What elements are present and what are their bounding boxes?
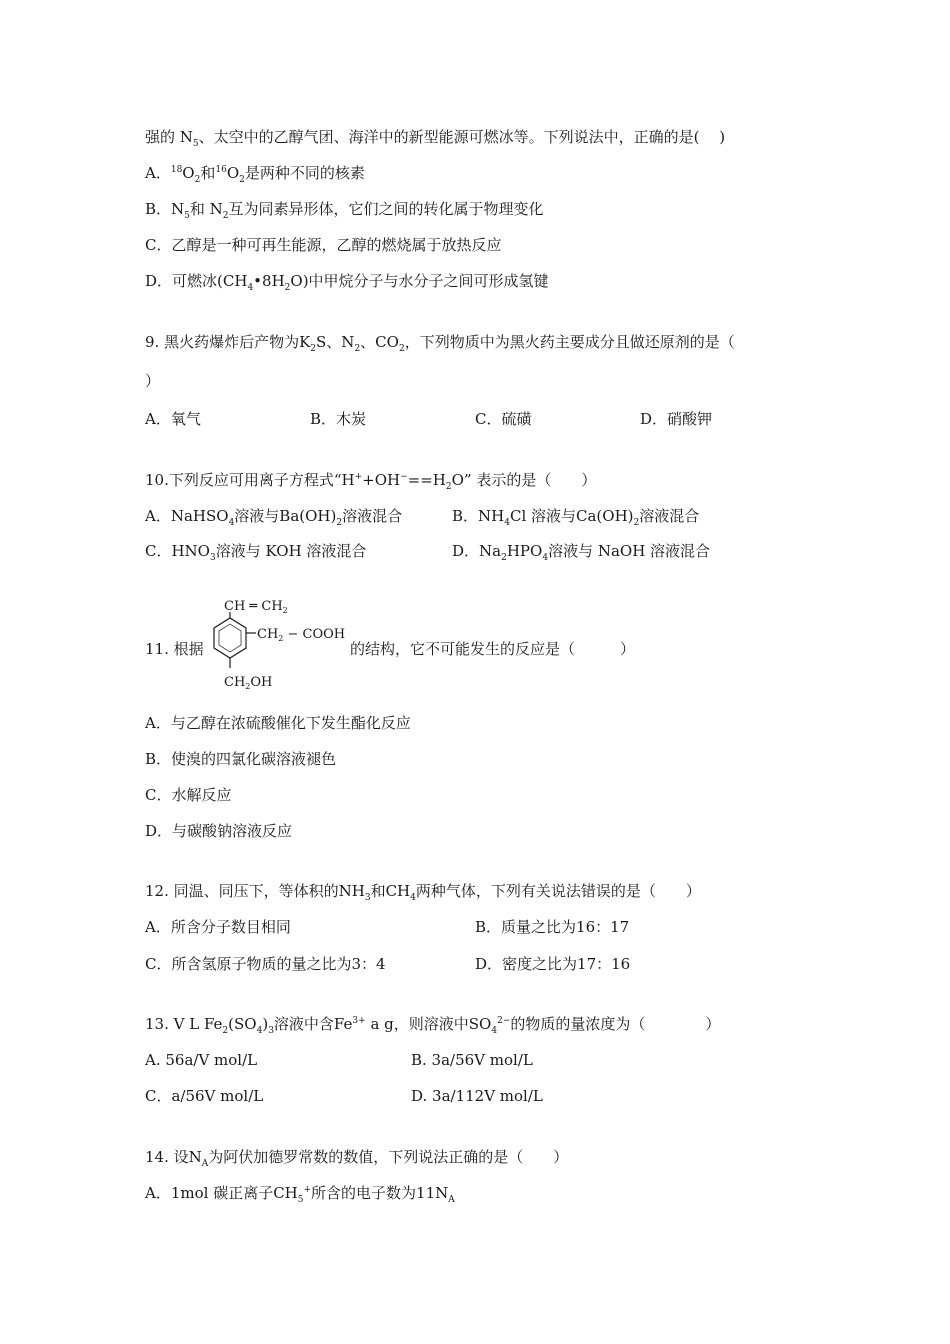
- q8-stem: 强的 $N_5$、太空中的乙醇气团、海洋中的新型能源可燃冰等。下列说法中，正确的是( ): [145, 128, 726, 149]
- q9-option-a: A．氧气: [145, 410, 201, 428]
- q8-option-a: A．$^{18}O_2$和$^{16}O_2$是两种不同的核素: [145, 164, 365, 185]
- q13-option-a: A. 56a/V mol/L: [145, 1051, 258, 1069]
- benzene-inner-ring: [219, 624, 241, 652]
- q12-stem: 12. 同温、同压下，等体积的$NH_3$和$CH_4$两种气体，下列有关说法错误的是（ ）: [145, 882, 701, 903]
- q9-option-b: B．木炭: [310, 410, 367, 428]
- q9-option-c: C．硫磺: [475, 410, 532, 428]
- q9-stem-continued: ）: [145, 372, 161, 390]
- q9-stem: 9. 黑火药爆炸后产物为$K_2S$、$N_2$、$CO_2$，下列物质中为黑火药主要成分且做还原剂的是（: [145, 333, 735, 354]
- q14-stem: 14. 设$N_A$为阿伏加德罗常数的数值，下列说法正确的是（ ）: [145, 1148, 569, 1169]
- q13-stem: 13. V L $Fe_2(SO_4)_3$溶液中含$Fe^{3+}$ a g，则溶液中$SO_4^{2-}$的物质的量浓度为（ ）: [145, 1015, 721, 1036]
- vinyl-group-label: CH ═ $CH_2$: [224, 599, 288, 615]
- q11-stem-prefix: 11. 根据: [145, 640, 204, 658]
- q8-option-b: B．$N_5$和 $N_2$互为同素异形体，它们之间的转化属于物理变化: [145, 200, 544, 221]
- q9-option-d: D．硝酸钾: [640, 410, 713, 428]
- q10-option-a: A．NaHSO$_4$溶液与$Ba(OH)_2$溶液混合: [145, 507, 403, 528]
- q10-option-b: B．$NH_4Cl$ 溶液与$Ca(OH)_2$溶液混合: [452, 507, 700, 528]
- q11-option-c: C．水解反应: [145, 786, 232, 804]
- q11-option-d: D．与碳酸钠溶液反应: [145, 822, 293, 840]
- q8-option-d: D．可燃冰$(CH_4•8H_2O)$中甲烷分子与水分子之间可形成氢键: [145, 272, 549, 293]
- q12-option-a: A．所含分子数目相同: [145, 918, 291, 936]
- q11-option-a: A．与乙醇在浓硫酸催化下发生酯化反应: [145, 714, 411, 732]
- q14-option-a: A．1mol 碳正离子$CH_5^+$所含的电子数为$11N_A$: [145, 1184, 455, 1205]
- q10-option-d: D．$Na_2HPO_4$溶液与 NaOH 溶液混合: [452, 542, 711, 563]
- q13-option-d: D. 3a/112V mol/L: [411, 1087, 543, 1105]
- q8-option-c: C．乙醇是一种可再生能源，乙醇的燃烧属于放热反应: [145, 236, 502, 254]
- q11-option-b: B．使溴的四氯化碳溶液褪色: [145, 750, 337, 768]
- q13-option-b: B. 3a/56V mol/L: [411, 1051, 533, 1069]
- q12-option-b: B．质量之比为16：17: [475, 918, 630, 936]
- carboxymethyl-group-label: $CH_2$ − COOH: [257, 627, 346, 643]
- q10-stem: 10.下列反应可用离子方程式“$H^++OH^-==H_2O$” 表示的是（ ）: [145, 471, 597, 492]
- hydroxymethyl-group-label: $CH_2OH$: [224, 675, 273, 691]
- q12-option-c: C．所含氢原子物质的量之比为3：4: [145, 955, 386, 973]
- structural-formula-diagram: [186, 596, 356, 696]
- q10-option-c: C．$HNO_3$溶液与 KOH 溶液混合: [145, 542, 367, 563]
- q12-option-d: D．密度之比为17：16: [475, 955, 631, 973]
- q11-stem-suffix: 的结构，它不可能发生的反应是（ ）: [350, 640, 636, 658]
- q13-option-c: C．a/56V mol/L: [145, 1087, 264, 1105]
